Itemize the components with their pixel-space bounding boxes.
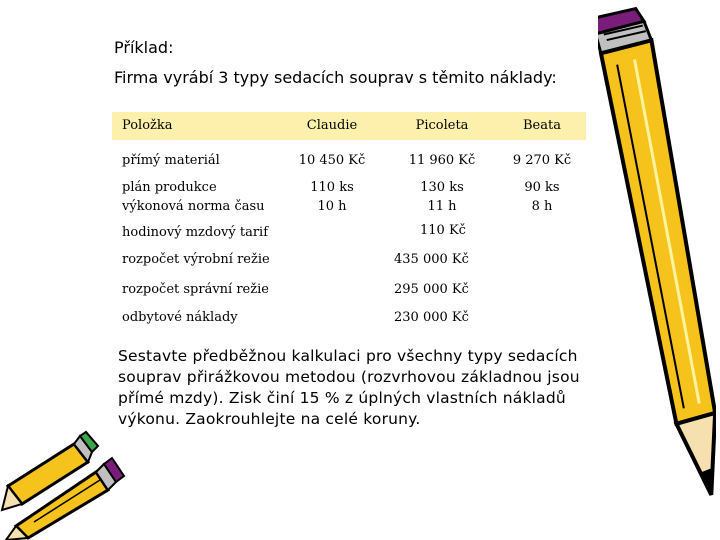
admin-overhead-value: 295 000 Kč: [394, 282, 469, 297]
direct-material-picoleta: 11 960 Kč: [408, 153, 476, 168]
row-admin-overhead-label: rozpočet správní režie: [122, 282, 269, 297]
task-text: Sestavte předběžnou kalkulaci pro všechny typy sedacích souprav přirážkovou metodou (rozvrhovou základnou jsou přímé mzdy). Zisk činí 15 % z úplných vlastních nákladů výkonu. Zaokrouhlejte na celé koruny.: [118, 347, 580, 428]
cost-table: [112, 112, 586, 338]
row-production-plan-label: plán produkce: [122, 180, 217, 195]
time-norm-claudie: 10 h: [317, 199, 347, 214]
row-production-overhead-label: rozpočet výrobní režie: [122, 252, 270, 267]
row-hourly-wage-label: hodinový mzdový tarif: [122, 225, 269, 240]
pencil-top-right-icon: [598, 0, 716, 512]
direct-material-beata: 9 270 Kč: [512, 153, 572, 168]
direct-material-claudie: 10 450 Kč: [298, 153, 366, 168]
example-heading: Příklad:: [114, 38, 174, 57]
time-norm-beata: 8 h: [531, 199, 553, 214]
header-item-label: Položka: [122, 118, 173, 133]
production-plan-beata: 90 ks: [524, 180, 560, 195]
production-plan-picoleta: 130 ks: [420, 180, 464, 195]
hourly-wage-value: 110 Kč: [420, 223, 466, 238]
intro-text: Firma vyrábí 3 typy sedacích souprav s těmito náklady:: [114, 68, 557, 87]
row-time-norm-label: výkonová norma času: [122, 199, 265, 214]
row-direct-material-label: přímý materiál: [122, 153, 220, 168]
production-plan-claudie: 110 ks: [310, 180, 354, 195]
sales-costs-value: 230 000 Kč: [394, 310, 469, 325]
row-sales-costs-label: odbytové náklady: [122, 310, 238, 325]
header-col-picoleta: Picoleta: [415, 118, 469, 133]
header-col-beata: Beata: [523, 118, 561, 133]
time-norm-picoleta: 11 h: [427, 199, 457, 214]
production-overhead-value: 435 000 Kč: [394, 252, 469, 267]
pencils-bottom-left-icon: [0, 430, 130, 540]
header-col-claudie: Claudie: [306, 118, 358, 133]
